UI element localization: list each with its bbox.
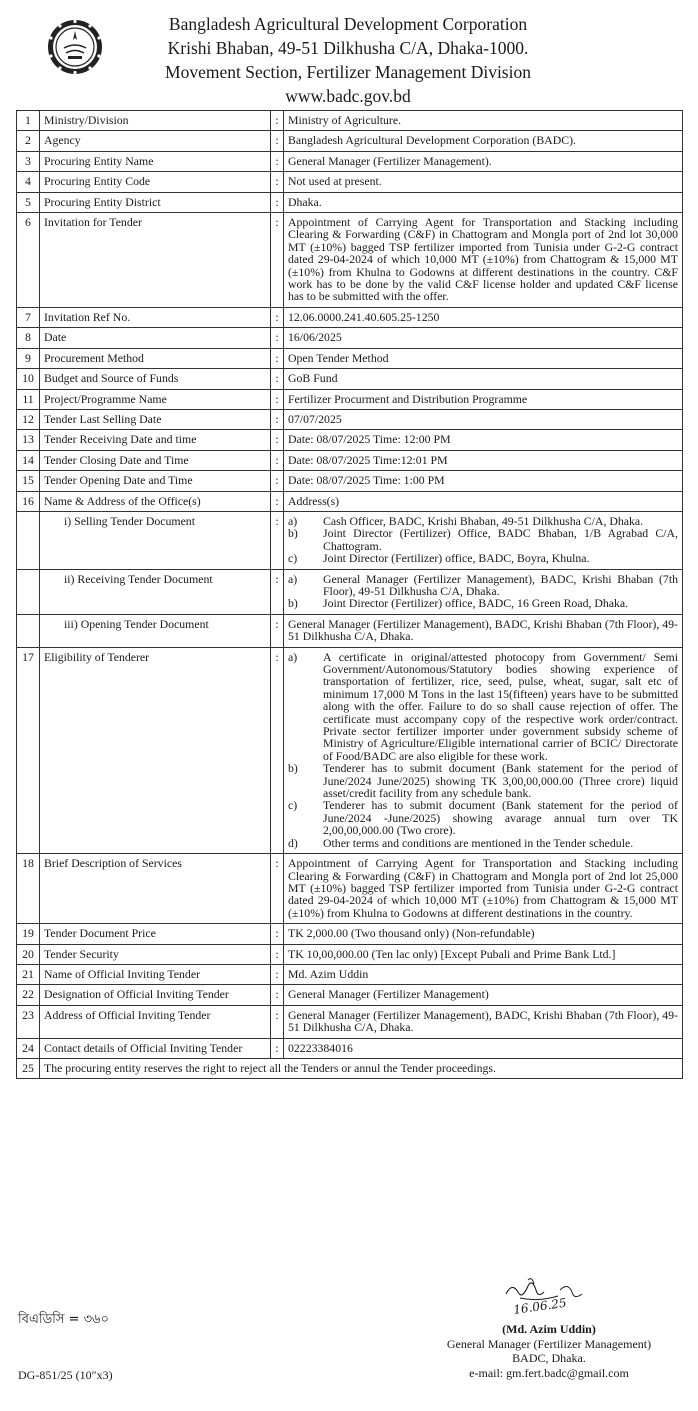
row-value: Fertilizer Procurment and Distribution Programme bbox=[284, 389, 683, 409]
row-number: 19 bbox=[17, 924, 40, 944]
item-marker: a) bbox=[288, 649, 298, 664]
row-label: Ministry/Division bbox=[40, 111, 271, 131]
table-row bbox=[17, 348, 683, 368]
row-value: Open Tender Method bbox=[284, 348, 683, 368]
item-marker: d) bbox=[288, 835, 298, 850]
row-label: Brief Description of Services bbox=[40, 854, 271, 924]
handwritten-signature bbox=[498, 1272, 598, 1322]
row-value bbox=[284, 511, 683, 569]
row-number: 25 bbox=[17, 1058, 40, 1078]
row-label: Invitation for Tender bbox=[40, 213, 271, 308]
row-value: Md. Azim Uddin bbox=[284, 964, 683, 984]
list-item bbox=[288, 552, 678, 564]
org-section: Movement Section, Fertilizer Management Division bbox=[165, 62, 531, 82]
table-row bbox=[17, 647, 683, 854]
row-colon: : bbox=[271, 172, 284, 192]
row-label: Project/Programme Name bbox=[40, 389, 271, 409]
row-label: ii) Receiving Tender Document bbox=[40, 569, 271, 614]
table-row bbox=[17, 192, 683, 212]
row-label: Procuring Entity Code bbox=[40, 172, 271, 192]
table-row bbox=[17, 151, 683, 171]
row-colon: : bbox=[271, 647, 284, 854]
row-value: Bangladesh Agricultural Development Corporation (BADC). bbox=[284, 131, 683, 151]
row-number: 15 bbox=[17, 471, 40, 491]
table-row bbox=[17, 1058, 683, 1078]
row-colon: : bbox=[271, 409, 284, 429]
item-text: General Manager (Fertilizer Management), BADC, Krishi Bhaban (7th Floor), 49-51 Dilkhusha C/A, Dhaka. bbox=[323, 571, 678, 598]
list-item bbox=[288, 527, 678, 552]
row-colon: : bbox=[271, 1005, 284, 1038]
row-colon: : bbox=[271, 151, 284, 171]
row-label: Tender Closing Date and Time bbox=[40, 450, 271, 470]
row-label: Budget and Source of Funds bbox=[40, 369, 271, 389]
row-value: Date: 08/07/2025 Time: 1:00 PM bbox=[284, 471, 683, 491]
dg-number: DG-851/25 (10″x3) bbox=[18, 1368, 113, 1382]
table-row bbox=[17, 450, 683, 470]
item-text: Tenderer has to submit document (Bank statement for the period of June/2024 June/2025) showing TK 3,00,00,000.00 (Three crore) liquid asset/credit facility from any schedule bank. bbox=[323, 761, 678, 801]
item-text: Cash Officer, BADC, Krishi Bhaban, 49-51 Dilkhusha C/A, Dhaka. bbox=[323, 513, 644, 528]
svg-text:16.06.25: 16.06.25 bbox=[512, 1295, 568, 1317]
item-text: Joint Director (Fertilizer) office, BADC, Boyra, Khulna. bbox=[323, 551, 590, 566]
row-value: Address(s) bbox=[284, 491, 683, 511]
table-row bbox=[17, 511, 683, 569]
row-colon: : bbox=[271, 131, 284, 151]
row-label: Address of Official Inviting Tender bbox=[40, 1005, 271, 1038]
table-row bbox=[17, 213, 683, 308]
item-text: Joint Director (Fertilizer) office, BADC, 16 Green Road, Dhaka. bbox=[323, 596, 629, 611]
table-row bbox=[17, 369, 683, 389]
tender-notice-table bbox=[16, 110, 683, 1079]
row-value: GoB Fund bbox=[284, 369, 683, 389]
item-marker: b) bbox=[288, 526, 298, 541]
row-colon: : bbox=[271, 924, 284, 944]
row-label: Name of Official Inviting Tender bbox=[40, 964, 271, 984]
row-colon: : bbox=[271, 854, 284, 924]
badc-logo-icon bbox=[46, 18, 104, 76]
row-number: 6 bbox=[17, 213, 40, 308]
org-address: Krishi Bhaban, 49-51 Dilkhusha C/A, Dhaka-1000. bbox=[167, 38, 529, 58]
row-value: 12.06.0000.241.40.605.25-1250 bbox=[284, 307, 683, 327]
row-label: Agency bbox=[40, 131, 271, 151]
row-label: Name & Address of the Office(s) bbox=[40, 491, 271, 511]
table-row bbox=[17, 111, 683, 131]
row-label: Tender Security bbox=[40, 944, 271, 964]
row-label: iii) Opening Tender Document bbox=[40, 614, 271, 647]
row-number: 9 bbox=[17, 348, 40, 368]
row-number: 13 bbox=[17, 430, 40, 450]
row-value: 16/06/2025 bbox=[284, 328, 683, 348]
row-label: Eligibility of Tenderer bbox=[40, 647, 271, 854]
row-number: 16 bbox=[17, 491, 40, 511]
row-number: 24 bbox=[17, 1038, 40, 1058]
table-row bbox=[17, 328, 683, 348]
row-number: 8 bbox=[17, 328, 40, 348]
row-colon: : bbox=[271, 511, 284, 569]
row-colon: : bbox=[271, 348, 284, 368]
item-marker: c) bbox=[288, 551, 298, 566]
table-row bbox=[17, 430, 683, 450]
item-text: Joint Director (Fertilizer) Office, BADC Bhaban, 1/B Agrabad C/A, Chattogram. bbox=[323, 526, 678, 553]
row-colon: : bbox=[271, 569, 284, 614]
row-colon: : bbox=[271, 614, 284, 647]
list-item bbox=[288, 651, 678, 763]
row-number: 20 bbox=[17, 944, 40, 964]
table-row bbox=[17, 944, 683, 964]
row-number: 14 bbox=[17, 450, 40, 470]
item-marker: a) bbox=[288, 513, 298, 528]
table-row bbox=[17, 1038, 683, 1058]
row-value: General Manager (Fertilizer Management) bbox=[284, 985, 683, 1005]
row-value: 02223384016 bbox=[284, 1038, 683, 1058]
row-label: Procuring Entity District bbox=[40, 192, 271, 212]
row-colon: : bbox=[271, 307, 284, 327]
row-number: 11 bbox=[17, 389, 40, 409]
item-text: A certificate in original/attested photocopy from Government/ Semi Government/Autonomous/Statutory bodies showing experience of transportation of fertilizer, rice, seed, pulse, wheat, sugar, salt etc of minimum 17,000 M Tons in the last 15(fifteen) years have to be submitted along with the offer. Failure to do so shall cause rejection of offer. The certificate must accompany copy of the respective work order/contract. Private sector fertilizer importer under government subsidy scheme of Ministry of Agriculture/Eligible international carrier of BCIC/ Directorate of Food/BADC are also eligible for these work. bbox=[323, 649, 678, 763]
row-label: Contact details of Official Inviting Tender bbox=[40, 1038, 271, 1058]
row-number: 4 bbox=[17, 172, 40, 192]
row-label: Tender Receiving Date and time bbox=[40, 430, 271, 450]
row-value bbox=[284, 569, 683, 614]
row-number: 21 bbox=[17, 964, 40, 984]
item-text: Other terms and conditions are mentioned in the Tender schedule. bbox=[323, 835, 634, 850]
item-marker: a) bbox=[288, 571, 298, 586]
row-colon: : bbox=[271, 369, 284, 389]
row-value: Not used at present. bbox=[284, 172, 683, 192]
org-website: www.badc.gov.bd bbox=[285, 86, 411, 106]
row-colon: : bbox=[271, 111, 284, 131]
row-colon: : bbox=[271, 491, 284, 511]
table-row bbox=[17, 985, 683, 1005]
row-number bbox=[17, 511, 40, 569]
row-label: Tender Opening Date and Time bbox=[40, 471, 271, 491]
row-value: TK 10,00,000.00 (Ten lac only) [Except Pubali and Prime Bank Ltd.] bbox=[284, 944, 683, 964]
list-item bbox=[288, 573, 678, 598]
row-label: Tender Document Price bbox=[40, 924, 271, 944]
row-value bbox=[284, 647, 683, 854]
table-row bbox=[17, 614, 683, 647]
signatory-name: (Md. Azim Uddin) bbox=[502, 1322, 596, 1336]
row-colon: : bbox=[271, 192, 284, 212]
row-number: 12 bbox=[17, 409, 40, 429]
row-number: 23 bbox=[17, 1005, 40, 1038]
table-row bbox=[17, 569, 683, 614]
notice-header bbox=[0, 0, 698, 108]
row-value: General Manager (Fertilizer Management), BADC, Krishi Bhaban (7th Floor), 49-51 Dilkhusha C/A, Dhaka. bbox=[284, 1005, 683, 1038]
row-number: 5 bbox=[17, 192, 40, 212]
row-colon: : bbox=[271, 1038, 284, 1058]
table-row bbox=[17, 924, 683, 944]
row-value: Appointment of Carrying Agent for Transportation and Stacking including Clearing & Forwarding (C&F) in Chattogram and Mongla port of 2nd lot 30,000 MT (±10%) bagged TSP fertilizer imported from Tunisia under G-2-G contract dated 29-04-2024 of which 10,000 MT (±10%) from Chattogram & 15,000 MT (±10%) from Khulna to Godowns at different destinations in the country. C&F work has to be done by the valid C&F license holder and updated C&F license has to be submitted with the offer. bbox=[284, 213, 683, 308]
item-marker: b) bbox=[288, 761, 298, 776]
row-value: Ministry of Agriculture. bbox=[284, 111, 683, 131]
table-row bbox=[17, 964, 683, 984]
table-row bbox=[17, 172, 683, 192]
row-value: TK 2,000.00 (Two thousand only) (Non-refundable) bbox=[284, 924, 683, 944]
item-marker: c) bbox=[288, 798, 298, 813]
list-item bbox=[288, 799, 678, 836]
row-number bbox=[17, 569, 40, 614]
corporation-ref-code: বিএডিসি = ৩৬০ bbox=[18, 1312, 109, 1327]
list-item bbox=[288, 597, 678, 609]
row-value: Date: 08/07/2025 Time:12:01 PM bbox=[284, 450, 683, 470]
table-row bbox=[17, 491, 683, 511]
row-number: 10 bbox=[17, 369, 40, 389]
row-number: 18 bbox=[17, 854, 40, 924]
row-number: 17 bbox=[17, 647, 40, 854]
row-colon: : bbox=[271, 944, 284, 964]
signatory-email: e-mail: gm.fert.badc@gmail.com bbox=[469, 1365, 629, 1380]
list-item bbox=[288, 762, 678, 799]
row-number: 1 bbox=[17, 111, 40, 131]
item-text: Tenderer has to submit document (Bank statement for the period of June/2024 -June/2025) showing avarage annual turn over TK 2,00,00,000.00 (Two crore). bbox=[323, 798, 678, 838]
table-row bbox=[17, 131, 683, 151]
row-number: 3 bbox=[17, 151, 40, 171]
row-colon: : bbox=[271, 985, 284, 1005]
row-colon: : bbox=[271, 964, 284, 984]
table-row bbox=[17, 409, 683, 429]
table-row bbox=[17, 471, 683, 491]
table-row bbox=[17, 389, 683, 409]
row-value: Appointment of Carrying Agent for Transportation and Stacking including Clearing & Forwarding (C&F) in Chattogram and Mongla port of 2nd lot 25,000 MT (±10%) bagged TSP fertilizer imported from Tunisia under G-2-G contract dated 29-04-2024 of which 10,000 MT (±10%) from Chattogram & 15,000 MT (±10%) from Khulna to Godowns at different destinations in the country. bbox=[284, 854, 683, 924]
row-number bbox=[17, 614, 40, 647]
row-colon: : bbox=[271, 389, 284, 409]
row-label: Date bbox=[40, 328, 271, 348]
table-row bbox=[17, 307, 683, 327]
table-row bbox=[17, 1005, 683, 1038]
row-value: General Manager (Fertilizer Management). bbox=[284, 151, 683, 171]
row-colon: : bbox=[271, 430, 284, 450]
signature-block bbox=[416, 1322, 682, 1380]
row-colon: : bbox=[271, 328, 284, 348]
row-value: 07/07/2025 bbox=[284, 409, 683, 429]
row-label: Procuring Entity Name bbox=[40, 151, 271, 171]
row-label: Designation of Official Inviting Tender bbox=[40, 985, 271, 1005]
row-label: Invitation Ref No. bbox=[40, 307, 271, 327]
row-label: i) Selling Tender Document bbox=[40, 511, 271, 569]
row-value: General Manager (Fertilizer Management), BADC, Krishi Bhaban (7th Floor), 49-51 Dilkhusha C/A, Dhaka. bbox=[284, 614, 683, 647]
item-marker: b) bbox=[288, 596, 298, 611]
table-row bbox=[17, 854, 683, 924]
org-name: Bangladesh Agricultural Development Corporation bbox=[168, 14, 528, 34]
row-value: Dhaka. bbox=[284, 192, 683, 212]
row-colon: : bbox=[271, 471, 284, 491]
row-number: 2 bbox=[17, 131, 40, 151]
list-item bbox=[288, 837, 678, 849]
row-label: Tender Last Selling Date bbox=[40, 409, 271, 429]
row-number: 7 bbox=[17, 307, 40, 327]
notice-footer bbox=[0, 1270, 698, 1411]
row-note: The procuring entity reserves the right to reject all the Tenders or annul the Tender proceedings. bbox=[40, 1058, 683, 1078]
signatory-org: BADC, Dhaka. bbox=[512, 1351, 586, 1365]
row-value: Date: 08/07/2025 Time: 12:00 PM bbox=[284, 430, 683, 450]
signatory-designation: General Manager (Fertilizer Management) bbox=[446, 1336, 652, 1351]
row-colon: : bbox=[271, 450, 284, 470]
row-colon: : bbox=[271, 213, 284, 308]
row-label: Procurement Method bbox=[40, 348, 271, 368]
row-number: 22 bbox=[17, 985, 40, 1005]
